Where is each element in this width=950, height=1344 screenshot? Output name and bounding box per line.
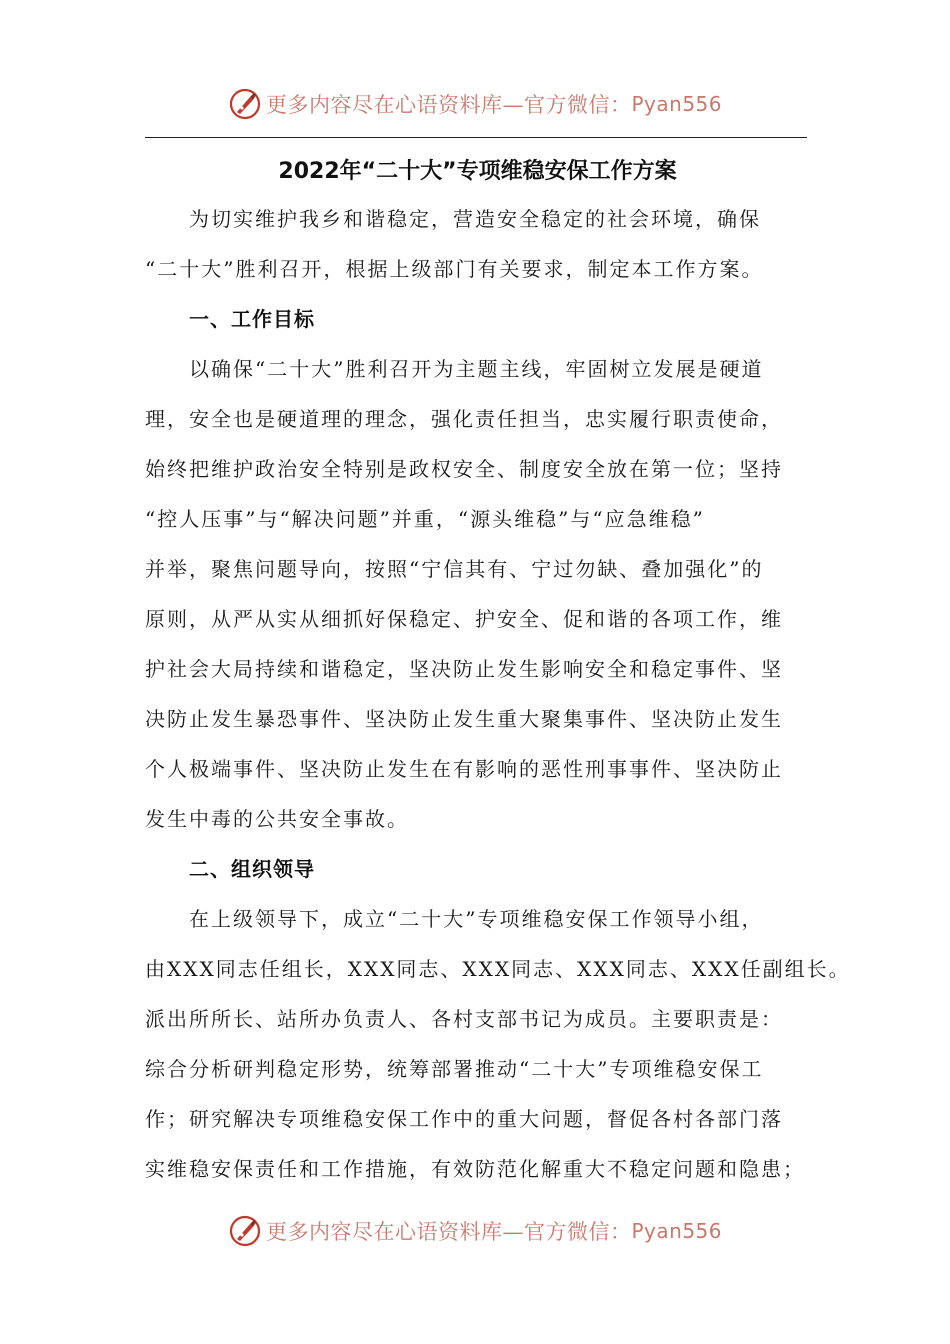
section-heading-goals: 一、工作目标 xyxy=(189,307,315,331)
paragraph-line: 护社会大局持续和谐稳定，坚决防止发生影响安全和稳定事件、坚 xyxy=(145,657,783,681)
watermark-footer xyxy=(0,1209,950,1253)
watermark-wechat-id: Pyan556 xyxy=(631,1219,722,1243)
paragraph-line: 派出所所长、站所办负责人、各村支部书记为成员。主要职责是： xyxy=(145,1007,783,1031)
header-divider xyxy=(145,137,807,138)
watermark-header xyxy=(0,82,950,126)
pen-nib-logo-icon xyxy=(228,87,262,121)
paragraph-line: 始终把维护政治安全特别是政权安全、制度安全放在第一位；坚持 xyxy=(145,457,783,481)
paragraph-line: 以确保“二十大”胜利召开为主题主线，牢固树立发展是硬道 xyxy=(189,357,764,381)
organization-paragraph xyxy=(145,894,851,1194)
paragraph-line: 原则，从严从实从细抓好保稳定、护安全、促和谐的各项工作，维 xyxy=(145,607,783,631)
document-body xyxy=(145,150,851,1194)
paragraph-line: 实维稳安保责任和工作措施，有效防范化解重大不稳定问题和隐患； xyxy=(145,1157,805,1181)
intro-paragraph xyxy=(145,194,810,294)
watermark-wechat-id: Pyan556 xyxy=(631,92,722,116)
paragraph-line: 由XXX同志任组长，XXX同志、XXX同志、XXX同志、XXX任副组长。 xyxy=(145,957,851,981)
paragraph-line: 发生中毒的公共安全事故。 xyxy=(145,807,409,831)
goals-paragraph xyxy=(145,344,810,844)
paragraph-line: 决防止发生暴恐事件、坚决防止发生重大聚集事件、坚决防止发生 xyxy=(145,707,783,731)
paragraph-line: 并举，聚焦问题导向，按照“宁信其有、宁过勿缺、叠加强化”的 xyxy=(145,557,764,581)
watermark-text: 更多内容尽在心语资料库—官方微信： xyxy=(265,93,632,117)
document-title: 2022年“二十大”专项维稳安保工作方案 xyxy=(278,159,677,184)
paragraph-line: “控人压事”与“解决问题”并重，“源头维稳”与“应急维稳” xyxy=(145,507,705,531)
paragraph-line: 综合分析研判稳定形势，统筹部署推动“二十大”专项维稳安保工 xyxy=(145,1057,764,1081)
paragraph-line: 为切实维护我乡和谐稳定，营造安全稳定的社会环境，确保 xyxy=(189,207,761,231)
paragraph-line: 个人极端事件、坚决防止发生在有影响的恶性刑事事件、坚决防止 xyxy=(145,757,783,781)
pen-nib-logo-icon xyxy=(228,1214,262,1248)
paragraph-line: 作；研究解决专项维稳安保工作中的重大问题，督促各村各部门落 xyxy=(145,1107,783,1131)
watermark-text: 更多内容尽在心语资料库—官方微信： xyxy=(265,1220,632,1244)
paragraph-line: 在上级领导下，成立“二十大”专项维稳安保工作领导小组， xyxy=(189,907,764,931)
paragraph-line: 理，安全也是硬道理的理念，强化责任担当，忠实履行职责使命， xyxy=(145,407,783,431)
section-heading-organization: 二、组织领导 xyxy=(189,857,315,881)
paragraph-line: “二十大”胜利召开，根据上级部门有关要求，制定本工作方案。 xyxy=(145,257,764,281)
